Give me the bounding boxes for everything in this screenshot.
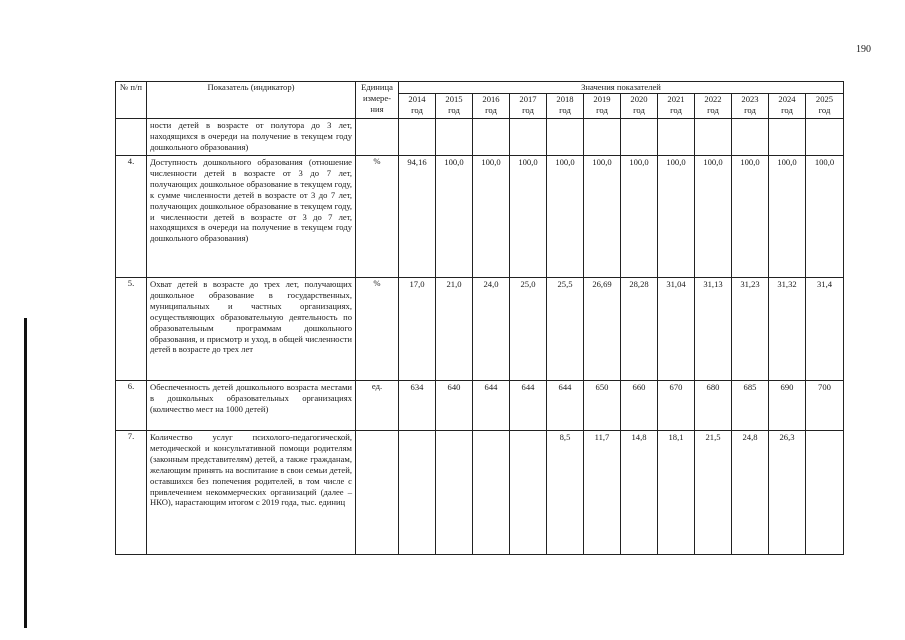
value-cell: 24,0 xyxy=(473,278,510,381)
header-year-suffix: год xyxy=(707,105,719,115)
value-cell: 31,04 xyxy=(658,278,695,381)
header-year-label: 2015 xyxy=(445,94,463,104)
value-cell: 644 xyxy=(547,381,584,431)
value-cell: 100,0 xyxy=(510,156,547,278)
row-number: 4. xyxy=(116,156,147,278)
value-cell: 100,0 xyxy=(547,156,584,278)
value-cell xyxy=(658,119,695,156)
row-number: 6. xyxy=(116,381,147,431)
unit-cell xyxy=(356,431,399,555)
header-year-2022 xyxy=(695,94,732,119)
value-cell: 100,0 xyxy=(658,156,695,278)
header-year-label: 2014 xyxy=(408,94,426,104)
header-year-label: 2020 xyxy=(630,94,648,104)
header-year-label: 2019 xyxy=(593,94,611,104)
indicators-table xyxy=(115,81,844,555)
value-cell: 650 xyxy=(584,381,621,431)
header-indicator: Показатель (индикатор) xyxy=(147,82,356,119)
header-year-label: 2021 xyxy=(667,94,685,104)
value-cell xyxy=(473,431,510,555)
header-year-suffix: год xyxy=(411,105,423,115)
value-cell xyxy=(510,119,547,156)
table-row xyxy=(116,278,844,381)
value-cell xyxy=(621,119,658,156)
value-cell: 100,0 xyxy=(621,156,658,278)
value-cell: 21,0 xyxy=(436,278,473,381)
value-cell: 100,0 xyxy=(732,156,769,278)
header-year-2020 xyxy=(621,94,658,119)
indicator-text: Обеспеченность детей дошкольного возраста местами в дошкольных образовательных организациях (количество мест на 1000 детей) xyxy=(147,381,356,431)
value-cell xyxy=(769,119,806,156)
value-cell: 94,16 xyxy=(399,156,436,278)
header-year-2024 xyxy=(769,94,806,119)
value-cell: 18,1 xyxy=(658,431,695,555)
header-year-label: 2017 xyxy=(519,94,537,104)
table-row xyxy=(116,119,844,156)
value-cell: 11,7 xyxy=(584,431,621,555)
header-year-suffix: год xyxy=(633,105,645,115)
value-cell: 25,5 xyxy=(547,278,584,381)
value-cell: 21,5 xyxy=(695,431,732,555)
value-cell xyxy=(547,119,584,156)
value-cell xyxy=(732,119,769,156)
header-year-suffix: год xyxy=(485,105,497,115)
value-cell: 26,69 xyxy=(584,278,621,381)
value-cell: 680 xyxy=(695,381,732,431)
value-cell: 640 xyxy=(436,381,473,431)
value-cell xyxy=(510,431,547,555)
value-cell: 28,28 xyxy=(621,278,658,381)
indicator-text: Охват детей в возрасте до трех лет, получающих дошкольное образование в государственных, муниципальных и частных организациях, осуществляющих образовательную деятельность по образовательным программам дошкольного образования, и присмотр и уход, в общей численности детей в возрасте до трех лет xyxy=(147,278,356,381)
value-cell xyxy=(806,431,844,555)
value-cell: 25,0 xyxy=(510,278,547,381)
header-year-suffix: год xyxy=(818,105,831,115)
value-cell: 31,4 xyxy=(806,278,844,381)
value-cell: 17,0 xyxy=(399,278,436,381)
value-cell: 100,0 xyxy=(769,156,806,278)
value-cell: 644 xyxy=(510,381,547,431)
header-year-2015 xyxy=(436,94,473,119)
value-cell xyxy=(473,119,510,156)
indicator-text: Доступность дошкольного образования (отношение численности детей в возрасте от 3 до 7 лет, получающих дошкольное образование в текущем году, к сумме численности детей в возрасте от 3 до 7 лет, получающих дошкольное образование в текущем году, и численности детей в возрасте от 3 до 7 лет, находящихся в очереди на получение в текущем году дошкольного образования) xyxy=(147,156,356,278)
value-cell: 8,5 xyxy=(547,431,584,555)
value-cell xyxy=(806,119,844,156)
value-cell: 100,0 xyxy=(584,156,621,278)
header-year-label: 2023 xyxy=(741,94,759,104)
unit-cell: % xyxy=(356,156,399,278)
header-year-2025 xyxy=(806,94,844,119)
header-year-label: 2024 xyxy=(778,94,796,104)
value-cell xyxy=(584,119,621,156)
value-cell: 634 xyxy=(399,381,436,431)
value-cell xyxy=(436,119,473,156)
value-cell xyxy=(399,119,436,156)
header-year-2014 xyxy=(399,94,436,119)
header-year-2023 xyxy=(732,94,769,119)
value-cell: 700 xyxy=(806,381,844,431)
value-cell xyxy=(436,431,473,555)
table-row xyxy=(116,156,844,278)
header-year-label: 2018 xyxy=(556,94,574,104)
table-row xyxy=(116,431,844,555)
value-cell: 660 xyxy=(621,381,658,431)
header-year-suffix: год xyxy=(781,105,793,115)
value-cell: 14,8 xyxy=(621,431,658,555)
header-year-2019 xyxy=(584,94,621,119)
header-year-2018 xyxy=(547,94,584,119)
scan-edge-mark xyxy=(24,318,27,628)
value-cell: 31,23 xyxy=(732,278,769,381)
row-number: 5. xyxy=(116,278,147,381)
row-number: 7. xyxy=(116,431,147,555)
header-year-suffix: год xyxy=(522,105,534,115)
value-cell: 100,0 xyxy=(806,156,844,278)
table-row xyxy=(116,381,844,431)
value-cell: 31,13 xyxy=(695,278,732,381)
value-cell xyxy=(695,119,732,156)
value-cell xyxy=(399,431,436,555)
header-year-2021 xyxy=(658,94,695,119)
value-cell: 685 xyxy=(732,381,769,431)
header-year-suffix: год xyxy=(744,105,756,115)
indicator-text: ности детей в возрасте от полутора до 3 лет, находящихся в очереди на получение в текущем году дошкольного образования) xyxy=(147,119,356,156)
indicator-text: Количество услуг психолого-педагогической, методической и консультативной помощи родителям (законным представителям) детей, а также гражданам, желающим принять на воспитание в свои семьи детей, оставшихся без попечения родителей, в том числе с привлечением некоммерческих организаций (далее – НКО), нарастающим итогом с 2019 года, тыс. единиц xyxy=(147,431,356,555)
value-cell: 24,8 xyxy=(732,431,769,555)
page-number: 190 xyxy=(856,44,871,55)
header-year-suffix: год xyxy=(596,105,608,115)
header-year-suffix: год xyxy=(670,105,682,115)
unit-cell xyxy=(356,119,399,156)
value-cell: 690 xyxy=(769,381,806,431)
header-num: № п/п xyxy=(116,82,147,119)
header-year-2016 xyxy=(473,94,510,119)
header-year-label: 2022 xyxy=(704,94,722,104)
value-cell: 31,32 xyxy=(769,278,806,381)
value-cell: 670 xyxy=(658,381,695,431)
value-cell: 100,0 xyxy=(436,156,473,278)
header-year-label: 2025 xyxy=(815,94,834,104)
value-cell: 100,0 xyxy=(473,156,510,278)
value-cell: 26,3 xyxy=(769,431,806,555)
header-year-suffix: год xyxy=(559,105,571,115)
unit-cell: % xyxy=(356,278,399,381)
header-year-suffix: год xyxy=(448,105,460,115)
value-cell: 644 xyxy=(473,381,510,431)
row-number xyxy=(116,119,147,156)
header-values: Значения показателей xyxy=(399,82,844,94)
header-unit: Единица измере-ния xyxy=(356,82,399,119)
header-year-label: 2016 xyxy=(482,94,500,104)
value-cell: 100,0 xyxy=(695,156,732,278)
header-year-2017 xyxy=(510,94,547,119)
unit-cell: ед. xyxy=(356,381,399,431)
